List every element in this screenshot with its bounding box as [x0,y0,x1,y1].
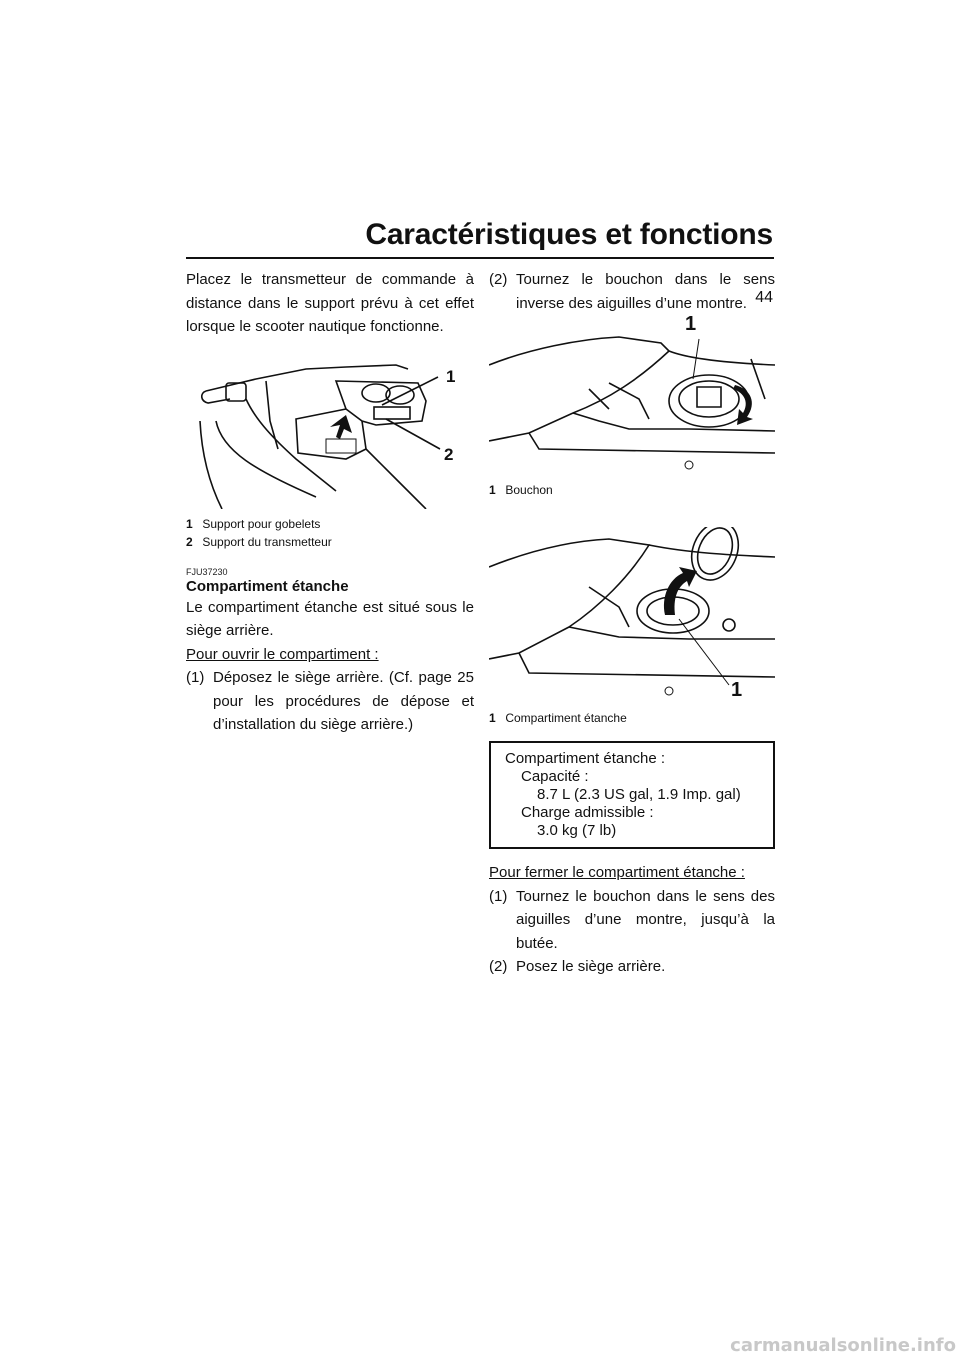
callout-1: 1 [446,366,456,386]
page-number: 44 [755,289,773,306]
open-step-1: (1) Déposez le siège arrière. (Cf. page 25 pour les procédures de dépose et d’installation du siège arrière.) [186,669,474,733]
page-title: Caractéristiques et fonctions [365,218,773,251]
spec-title: Compartiment étanche : [505,750,666,767]
handlebar-illustration [186,361,474,509]
close-heading: Pour fermer le compartiment étanche : [489,864,745,881]
watermark-text: carmanualsonline.info [730,1335,956,1356]
callout-compartment: 1 [731,679,743,701]
figure1-caption-1: 1 Support pour gobelets [186,516,321,531]
right-column [489,268,775,979]
open-heading: Pour ouvrir le compartiment : [186,645,379,663]
figure-compartment [489,527,775,707]
open-step-2: (2) Tournez le bouchon dans le sens inverse des aiguilles d’une montre. [489,271,775,312]
figure3-caption: 1 Compartiment étanche [489,711,627,725]
callout-cap: 1 [685,313,697,335]
spec-box [489,741,775,849]
figure-cap [489,313,775,479]
close-step-1: (1) Tournez le bouchon dans le sens des aiguilles d’une montre, jusqu’à la butée. [489,887,775,952]
figure2-caption: 1 Bouchon [489,483,553,497]
intro-paragraph: Placez le transmetteur de commande à distance dans le support prévu à cet effet lorsque le scooter nautique fonctionne. [186,271,474,335]
section-code: FJU37230 [186,566,228,577]
spec-load-label: Charge admissible : [521,804,654,821]
close-step-2: (2) Posez le siège arrière. [489,958,666,975]
title-rule [186,257,774,259]
figure1-caption-2: 2 Support du transmetteur [186,534,332,549]
section-title: Compartiment étanche [186,577,349,595]
cap-illustration [489,329,775,479]
figure-handlebar-holder [186,361,474,509]
spec-load-value: 3.0 kg (7 lb) [537,822,617,839]
left-column [186,268,474,737]
section-body: Le compartiment étanche est situé sous le siège arrière. [186,598,474,639]
spec-capacity-value: 8.7 L (2.3 US gal, 1.9 Imp. gal) [537,786,741,803]
spec-capacity-label: Capacité : [521,768,589,785]
callout-2: 2 [444,444,454,464]
